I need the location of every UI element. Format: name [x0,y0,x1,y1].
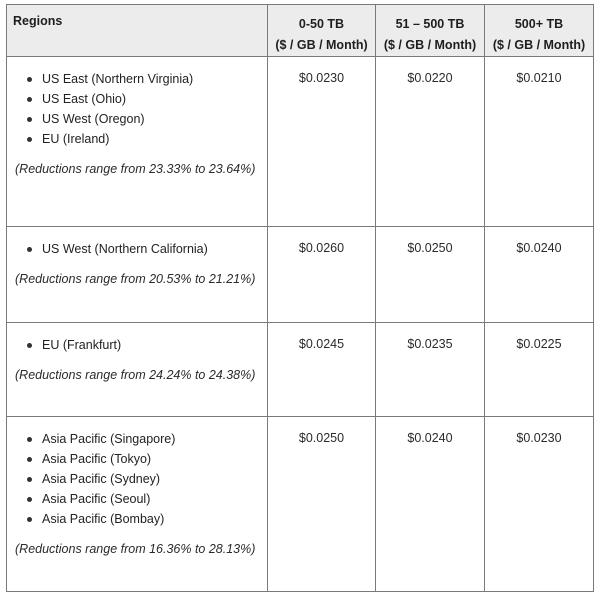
price-cell: $0.0250 [376,227,485,323]
region-item: EU (Ireland) [42,129,261,149]
tier-unit: ($ / GB / Month) [492,38,586,52]
header-row [7,5,594,57]
header-tier-500-plus [485,5,594,57]
tier-unit: ($ / GB / Month) [383,38,477,52]
table-header [7,5,594,57]
reduction-note: (Reductions range from 16.36% to 28.13%) [15,542,256,556]
price-cell: $0.0210 [485,57,594,227]
region-cell [7,417,268,592]
header-tier-51-500 [376,5,485,57]
table-row [7,57,594,227]
header-tier-0-50 [268,5,376,57]
region-list [15,335,261,355]
region-item: EU (Frankfurt) [42,335,261,355]
price-cell: $0.0235 [376,323,485,417]
region-item: US East (Ohio) [42,89,261,109]
region-item: US West (Oregon) [42,109,261,129]
tier-label: 0-50 TB [298,17,345,31]
region-item: US East (Northern Virginia) [42,69,261,89]
price-cell: $0.0230 [268,57,376,227]
table-body [7,57,594,592]
price-cell: $0.0220 [376,57,485,227]
region-list [15,69,261,149]
tier-unit: ($ / GB / Month) [275,38,368,52]
table-row [7,227,594,323]
price-cell: $0.0225 [485,323,594,417]
tier-label: 51 – 500 TB [395,17,465,31]
region-cell [7,227,268,323]
price-cell: $0.0260 [268,227,376,323]
region-item: Asia Pacific (Sydney) [42,469,261,489]
header-regions: Regions [7,5,268,57]
tier-label: 500+ TB [514,17,564,31]
region-list [15,429,261,529]
reduction-note: (Reductions range from 20.53% to 21.21%) [15,272,256,286]
region-item: US West (Northern California) [42,239,261,259]
table-row [7,417,594,592]
price-cell: $0.0240 [485,227,594,323]
region-item: Asia Pacific (Seoul) [42,489,261,509]
region-item: Asia Pacific (Tokyo) [42,449,261,469]
price-cell: $0.0240 [376,417,485,592]
table-row [7,323,594,417]
pricing-table [6,4,594,592]
region-cell [7,323,268,417]
price-cell: $0.0245 [268,323,376,417]
region-item: Asia Pacific (Bombay) [42,509,261,529]
price-cell: $0.0250 [268,417,376,592]
region-cell [7,57,268,227]
reduction-note: (Reductions range from 24.24% to 24.38%) [15,368,256,382]
reduction-note: (Reductions range from 23.33% to 23.64%) [15,162,256,176]
region-list [15,239,261,259]
price-cell: $0.0230 [485,417,594,592]
region-item: Asia Pacific (Singapore) [42,429,261,449]
